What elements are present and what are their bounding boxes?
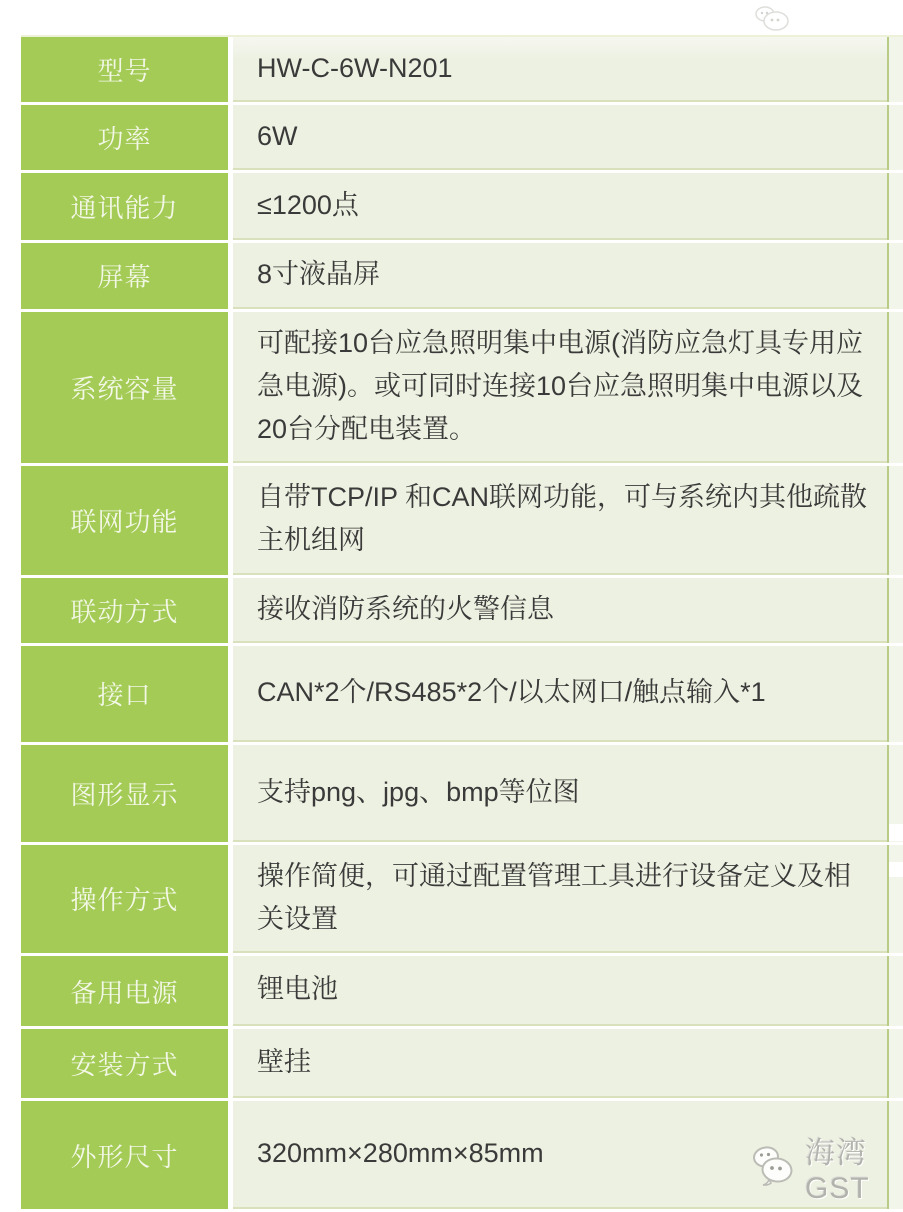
spec-label-cell: 联网功能	[21, 466, 228, 574]
spec-label-cell: 屏幕	[21, 243, 228, 308]
table-edge-strip	[887, 1029, 903, 1098]
spec-label-cell: 型号	[21, 37, 228, 102]
table-edge-strip	[887, 312, 903, 464]
spec-label-cell: 通讯能力	[21, 173, 228, 240]
spec-row	[21, 646, 903, 742]
spec-value-cell: 支持png、jpg、bmp等位图	[233, 745, 887, 842]
spec-label-cell: 图形显示	[21, 745, 228, 842]
table-edge-strip	[887, 243, 903, 308]
spec-row	[21, 956, 903, 1026]
cloud-bubbles-icon	[752, 4, 792, 39]
brand-watermark	[749, 1128, 903, 1206]
spec-value-cell: 壁挂	[233, 1029, 887, 1098]
spec-label-cell: 备用电源	[21, 956, 228, 1026]
spec-label-cell: 系统容量	[21, 312, 228, 464]
spec-table	[21, 35, 903, 1212]
spec-row	[21, 105, 903, 170]
brand-watermark-text: 海湾GST	[805, 1137, 870, 1205]
spec-label-cell: 操作方式	[21, 845, 228, 953]
spec-value-cell: 6W	[233, 105, 887, 170]
spec-row	[21, 845, 903, 953]
spec-label-cell: 联动方式	[21, 578, 228, 643]
spec-value-cell: 自带TCP/IP 和CAN联网功能，可与系统内其他疏散主机组网	[233, 466, 887, 574]
spec-label-cell: 接口	[21, 646, 228, 742]
table-edge-strip	[887, 105, 903, 170]
spec-value-cell: 接收消防系统的火警信息	[233, 578, 887, 643]
table-edge-strip	[887, 466, 903, 574]
spec-row	[21, 745, 903, 842]
table-edge-strip	[887, 37, 903, 102]
spec-value-cell: 可配接10台应急照明集中电源(消防应急灯具专用应急电源)。或可同时连接10台应急照明集中电源以及20台分配电装置。	[233, 312, 887, 464]
spec-row	[21, 312, 903, 464]
spec-row	[21, 243, 903, 308]
spec-row	[21, 466, 903, 574]
spec-value-cell: 320mm×280mm×85mm	[233, 1101, 887, 1209]
spec-row	[21, 578, 903, 643]
table-edge-strip	[887, 646, 903, 742]
table-edge-strip	[887, 173, 903, 240]
table-edge-strip	[887, 956, 903, 1026]
spec-value-cell: 操作简便，可通过配置管理工具进行设备定义及相关设置	[233, 845, 887, 953]
spec-label-cell: 外形尺寸	[21, 1101, 228, 1209]
spec-value-cell: 8寸液晶屏	[233, 243, 887, 308]
spec-value-cell: HW-C-6W-N201	[233, 37, 887, 102]
edge-notch	[889, 824, 903, 841]
chat-bubbles-icon	[749, 1143, 801, 1192]
table-edge-strip	[887, 845, 903, 953]
table-edge-strip	[887, 578, 903, 643]
spec-value-cell: 锂电池	[233, 956, 887, 1026]
spec-label-cell: 安装方式	[21, 1029, 228, 1098]
spec-row	[21, 173, 903, 240]
spec-value-cell: CAN*2个/RS485*2个/以太网口/触点输入*1	[233, 646, 887, 742]
edge-notch	[889, 862, 903, 877]
spec-row	[21, 37, 903, 102]
spec-value-cell: ≤1200点	[233, 173, 887, 240]
spec-row	[21, 1029, 903, 1098]
spec-label-cell: 功率	[21, 105, 228, 170]
